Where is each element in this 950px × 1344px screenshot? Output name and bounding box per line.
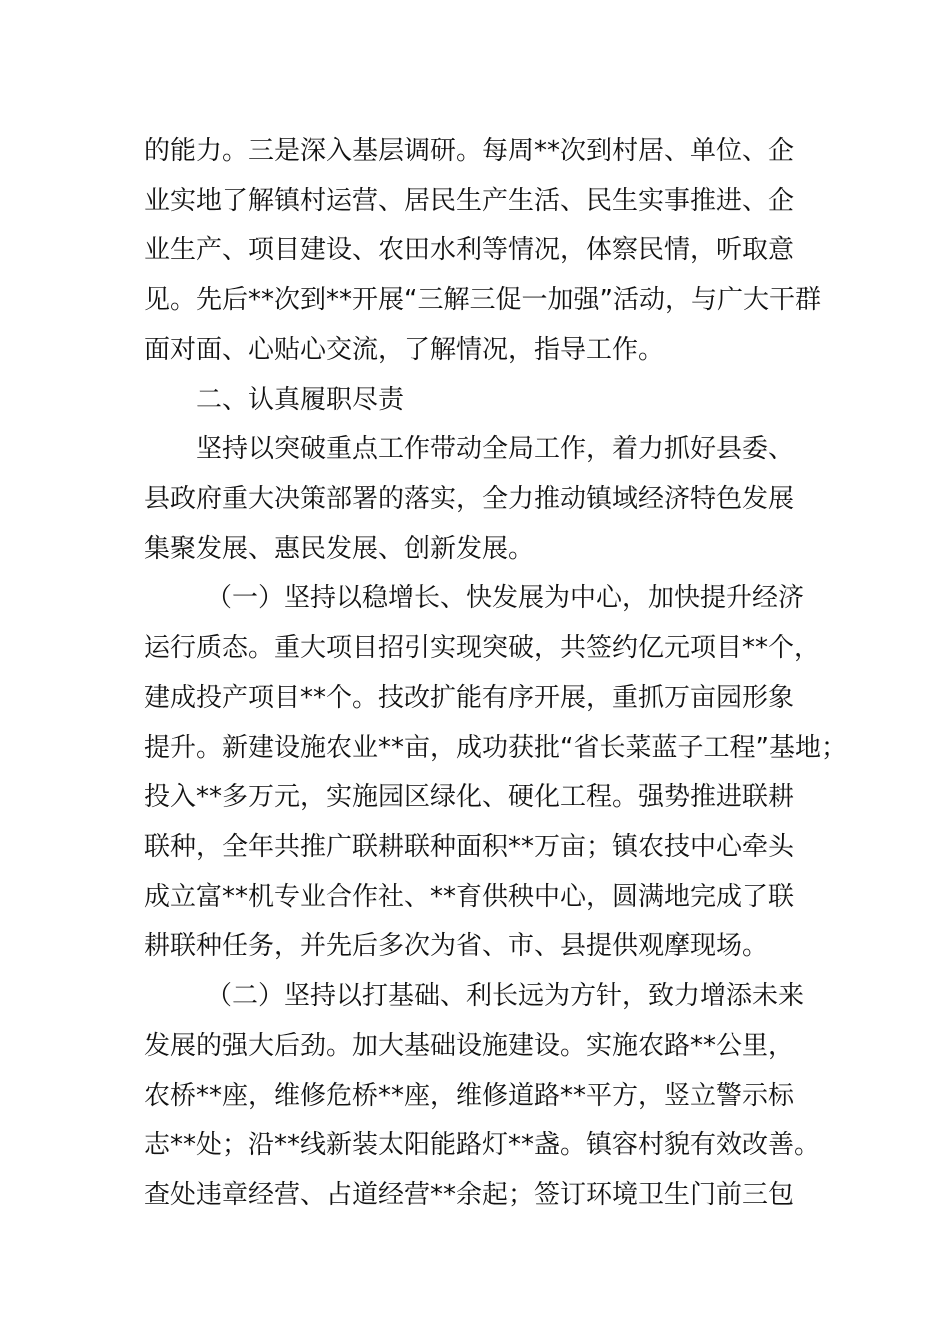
text-line: 业生产、项目建设、农田水利等情况，体察民情，听取意 <box>144 235 795 265</box>
text-line: 联种，全年共推广联耕联种面积**万亩；镇农技中心牵头 <box>144 832 795 862</box>
text-line: 见。先后**次到**开展“三解三促一加强”活动，与广大干群 <box>144 285 821 315</box>
text-line: 的能力。三是深入基层调研。每周**次到村居、单位、企 <box>144 136 795 166</box>
text-line: 农桥**座，维修危桥**座，维修道路**平方，竖立警示标 <box>144 1081 795 1111</box>
section-heading: 二、认真履职尽责 <box>196 385 405 415</box>
text-line: 业实地了解镇村运营、居民生产生活、民生实事推进、企 <box>144 186 795 216</box>
text-line: 坚持以突破重点工作带动全局工作，着力抓好县委、 <box>196 434 795 464</box>
text-line: 建成投产项目**个。技改扩能有序开展，重抓万亩园形象 <box>144 683 795 713</box>
text-line: 志**处；沿**线新装太阳能路灯**盏。镇容村貌有效改善。 <box>144 1130 821 1160</box>
text-line: 发展的强大后劲。加大基础设施建设。实施农路**公里， <box>144 1031 795 1061</box>
text-line: 投入**多万元，实施园区绿化、硬化工程。强势推进联耕 <box>144 782 795 812</box>
subsection-line: （二）坚持以打基础、利长远为方针，致力增添未来 <box>206 981 805 1011</box>
text-line: 成立富**机专业合作社、**育供秧中心，圆满地完成了联 <box>144 882 795 912</box>
text-line: 查处违章经营、占道经营**余起；签订环境卫生门前三包 <box>144 1180 795 1210</box>
text-line: 面对面、心贴心交流，了解情况，指导工作。 <box>144 335 665 365</box>
text-line: 运行质态。重大项目招引实现突破，共签约亿元项目**个， <box>144 633 821 663</box>
text-line: 县政府重大决策部署的落实，全力推动镇域经济特色发展 <box>144 484 795 514</box>
text-line: 集聚发展、惠民发展、创新发展。 <box>144 534 535 564</box>
text-line: 提升。新建设施农业**亩，成功获批“省长菜蓝子工程”基地； <box>144 733 847 763</box>
text-line: 耕联种任务，并先后多次为省、市、县提供观摩现场。 <box>144 931 769 961</box>
subsection-line: （一）坚持以稳增长、快发展为中心，加快提升经济 <box>206 583 805 613</box>
